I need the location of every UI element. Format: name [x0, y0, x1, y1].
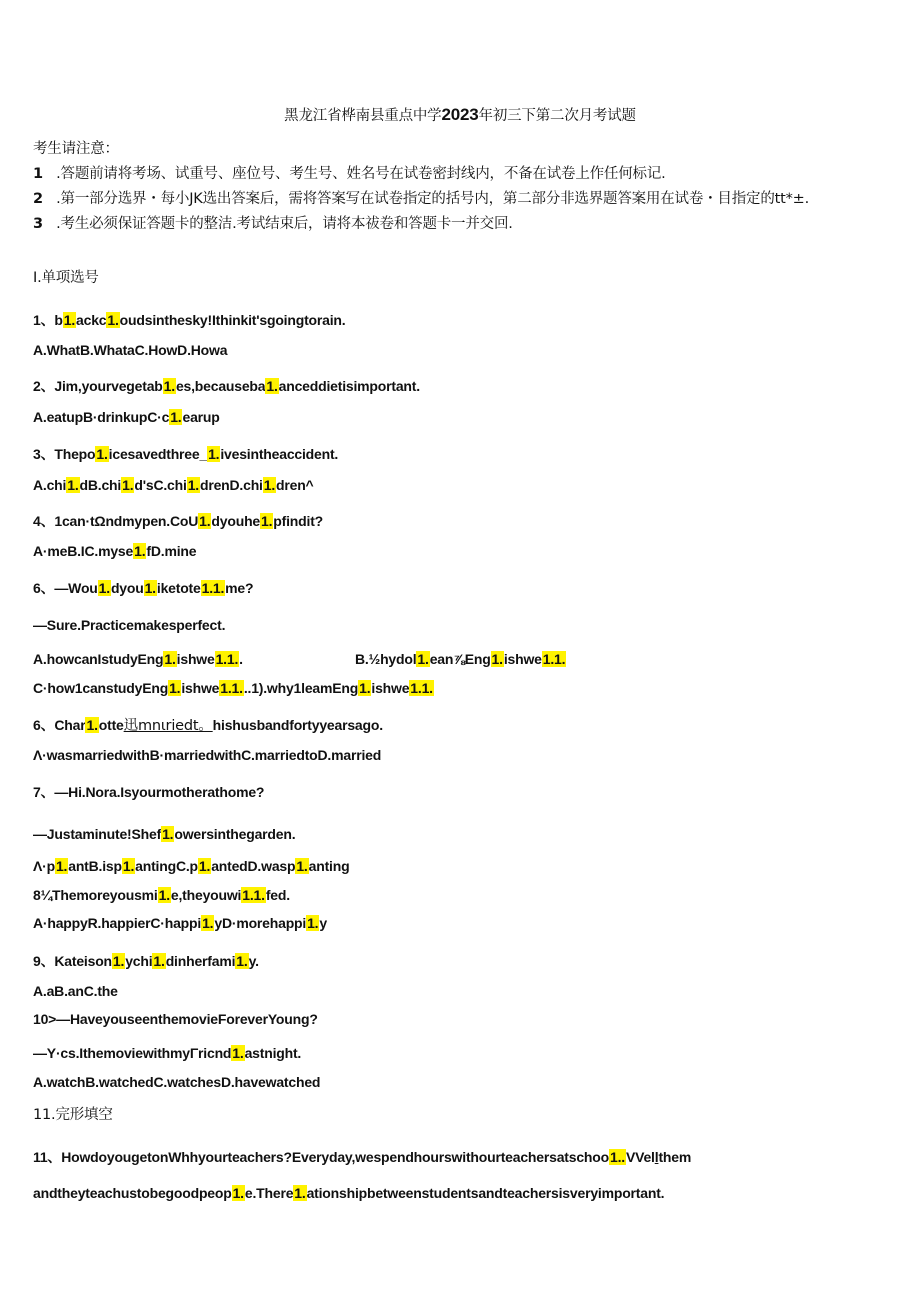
notice-heading: 考生请注意： [33, 141, 119, 157]
question-1: 1、b1.ackc1.oudsinthesky!Ithinkit'sgoingtorain. [33, 312, 346, 328]
passage-line-2: andtheyteachustobegoodpeop1.e.There1.ationshipbetweenstudentsandteachersisveryimportant. [33, 1185, 665, 1201]
question-9-options: A.aB.anC.the [33, 983, 118, 999]
question-6-options: Λ·wasmarriedwithB·marriedwithC.marriedtoD.married [33, 747, 382, 763]
question-5-answer: —Sure.Practicemakesperfect. [33, 617, 226, 633]
notice-item-2: 2 .第一部分选界・每小JK选出答案后，需将答案写在试卷指定的括号内，第二部分非选界题答案用在试卷・目指定的tt*±. [33, 191, 809, 207]
question-3: 3、Thepo1.icesavedthree_1.ivesintheaccident. [33, 446, 339, 462]
question-1-options: A.WhatB.WhataC.HowD.Howa [33, 342, 228, 358]
question-2: 2、Jim,yourvegetab1.es,becauseba1.anceddietisimportant. [33, 378, 420, 394]
question-5-option-c: C·how1canstudyEng1.ishwe1.1...1).why1leamEng1.ishwe1.1. [33, 680, 433, 696]
section-heading-cloze: 11.完形填空 [33, 1107, 113, 1123]
question-5: 6、—Wou1.dyou1.iketote1.1.me? [33, 580, 254, 596]
question-10-options: A.watchB.watchedC.watchesD.havewatched [33, 1074, 321, 1090]
question-10: 10>—HaveyouseenthemovieForeverYoung? [33, 1011, 318, 1027]
question-4: 4、1can·tΩndmypen.CoU1.dyouhe1.pfindit? [33, 513, 324, 529]
question-5-option-a: A.howcanIstudyEng1.ishwe1.1.. [33, 651, 243, 667]
question-10-answer: —Y·cs.IthemoviewithmyΓricnd1.astnight. [33, 1045, 302, 1061]
question-5-option-b: B.½hydol1.ean⅞Eng1.ishwe1.1. [355, 651, 566, 667]
question-7: 7、—Hi.Nora.Isyourmotherathome? [33, 784, 265, 800]
passage-line-1: 11、HowdoyougetonWhhyourteachers?Everyday,wespendhourswithourteachersatschoo1..VVellthem [33, 1149, 692, 1165]
question-3-options: A.chi1.dB.chi1.d'sC.chi1.drenD.chi1.dren^ [33, 477, 314, 493]
notice-item-1: 1 .答题前请将考场、试重号、座位号、考生号、姓名号在试卷密封线内，不备在试卷上作任何标记. [33, 166, 666, 182]
notice-item-3: 3 .考生必须保证答题卡的整洁.考试结束后，请将本祓卷和答题卡一并交回. [33, 216, 513, 232]
question-8-options: A·happyR.happierC·happi1.yD·morehappi1.y [33, 915, 327, 931]
question-8: 8¼Themoreyousmi1.e,theyouwi1.1.fed. [33, 887, 290, 903]
question-6: 6、Char1.otte迅mnιriedt。hishusbandfortyyearsago. [33, 717, 383, 734]
question-2-options: A.eatupB·drinkupC·c1.earup [33, 409, 220, 425]
question-7-answer: —Justaminute!Shef1.owersinthegarden. [33, 826, 296, 842]
page-title: 黑龙江省桦南县重点中学2023年初三下第二次月考试题 [284, 105, 636, 124]
question-9: 9、Kateison1.ychi1.dinherfami1.y. [33, 953, 259, 969]
question-4-options: A·meB.IC.myse1.fD.mine [33, 543, 197, 559]
question-7-options: Λ·p1.antB.isp1.antingC.p1.antedD.wasp1.anting [33, 858, 350, 874]
section-heading-single-choice: I.单项选号 [33, 270, 99, 286]
